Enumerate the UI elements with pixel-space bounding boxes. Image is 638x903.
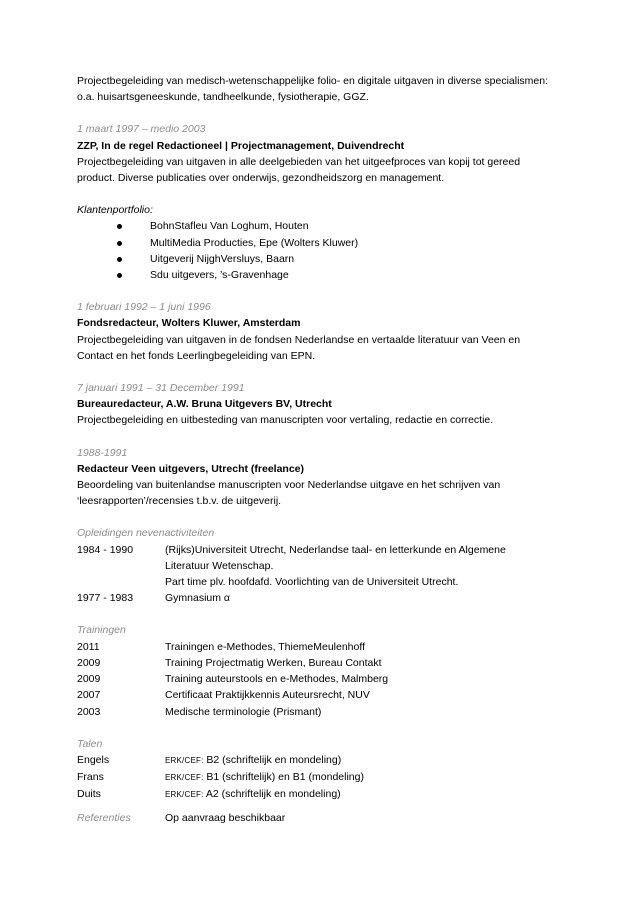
table-row: 2003 Medische terminologie (Prismant)	[77, 705, 322, 718]
job-title: Bureauredacteur, A.W. Bruna Uitgevers BV, Utrecht	[77, 398, 332, 411]
job-title: ZZP, In de regel Redactioneel | Projectmanagement, Duivendrecht	[77, 139, 405, 152]
job-date: 1988-1991	[77, 446, 128, 459]
section-heading: Referenties	[77, 811, 131, 824]
list-item: Uitgeverij NijghVersluys, Baarn	[77, 251, 577, 267]
client-list	[77, 218, 577, 283]
job-section	[77, 445, 577, 510]
job-description: product. Diverse publicaties over onderwijs, gezondheidszorg en management.	[77, 172, 445, 185]
table-row: Duits ERK/CEF: A2 (schriftelijk en mondeling)	[77, 788, 341, 801]
section-heading: Trainingen	[77, 624, 126, 637]
table-row: Referenties Op aanvraag beschikbaar	[77, 810, 577, 826]
references-section	[77, 810, 577, 826]
table-row: 2009 Training auteurstools en e-Methodes, Malmberg	[77, 673, 389, 686]
job-description: Beoordeling van buitenlandse manuscripten voor Nederlandse uitgave en het schrijven van	[77, 479, 501, 492]
job-description: Projectbegeleiding van uitgaven in de fondsen Nederlandse en vertaalde literatuur van Veen en	[77, 333, 521, 346]
job-date: 1 maart 1997 – medio 2003	[77, 123, 206, 136]
bullet-icon	[117, 257, 122, 262]
intro-line: o.a. huisartsgeneeskunde, tandheelkunde, fysiotherapie, GGZ.	[77, 91, 369, 104]
education-section	[77, 525, 577, 606]
table-row: Part time plv. hoofdafd. Voorlichting van de Universiteit Utrecht.	[165, 576, 459, 589]
job-description: Projectbegeleiding van uitgaven in alle deelgebieden van het uitgeefproces van kopij tot gereed	[77, 155, 521, 168]
table-row: 1977 - 1983 Gymnasium α	[77, 592, 230, 605]
table-row: 1984 - 1990 (Rijks)Universiteit Utrecht, Nederlandse taal- en letterkunde en Algemene	[77, 543, 506, 556]
job-description: ‘leesrapporten’/recensies t.b.v. de uitgeverij.	[77, 495, 282, 508]
job-section	[77, 299, 577, 364]
cv-page	[77, 73, 577, 826]
trainings-section	[77, 622, 577, 719]
job-description: Contact en het fonds Leerlingbegeleiding van EPN.	[77, 349, 316, 362]
job-description: Projectbegeleiding en uitbesteding van manuscripten voor vertaling, redactie en correctie.	[77, 414, 494, 427]
bullet-icon	[117, 224, 122, 229]
table-row: Literatuur Wetenschap.	[165, 559, 274, 572]
portfolio-label: Klantenportfolio:	[77, 204, 153, 217]
job-date: 7 januari 1991 – 31 December 1991	[77, 382, 245, 395]
list-item: Sdu uitgevers, ’s-Gravenhage	[77, 267, 577, 283]
table-row: 2011 Trainingen e-Methodes, ThiemeMeulenhoff	[77, 640, 366, 653]
table-row: 2009 Training Projectmatig Werken, Bureau Contakt	[77, 656, 382, 669]
table-row: 2007 Certificaat Praktijkkennis Auteursrecht, NUV	[77, 689, 370, 702]
list-item: MultiMedia Producties, Epe (Wolters Kluwer)	[77, 235, 577, 251]
table-row: Engels ERK/CEF: B2 (schriftelijk en mondeling)	[77, 753, 342, 766]
job-section	[77, 380, 577, 429]
section-heading: Opleidingen nevenactiviteiten	[77, 527, 215, 540]
bullet-icon	[117, 273, 122, 278]
job-date: 1 februari 1992 – 1 juni 1996	[77, 301, 211, 314]
job-title: Redacteur Veen uitgevers, Utrecht (freelance)	[77, 462, 305, 475]
intro-line: Projectbegeleiding van medisch-wetenschappelijke folio- en digitale uitgaven in diverse specialismen:	[77, 75, 549, 87]
job-section	[77, 121, 577, 283]
section-heading: Talen	[77, 737, 103, 750]
list-item: BohnStafleu Van Loghum, Houten	[77, 218, 577, 234]
bullet-icon	[117, 241, 122, 246]
languages-section	[77, 736, 577, 804]
job-title: Fondsredacteur, Wolters Kluwer, Amsterdam	[77, 317, 301, 330]
table-row: Frans ERK/CEF: B1 (schriftelijk) en B1 (mondeling)	[77, 771, 364, 784]
